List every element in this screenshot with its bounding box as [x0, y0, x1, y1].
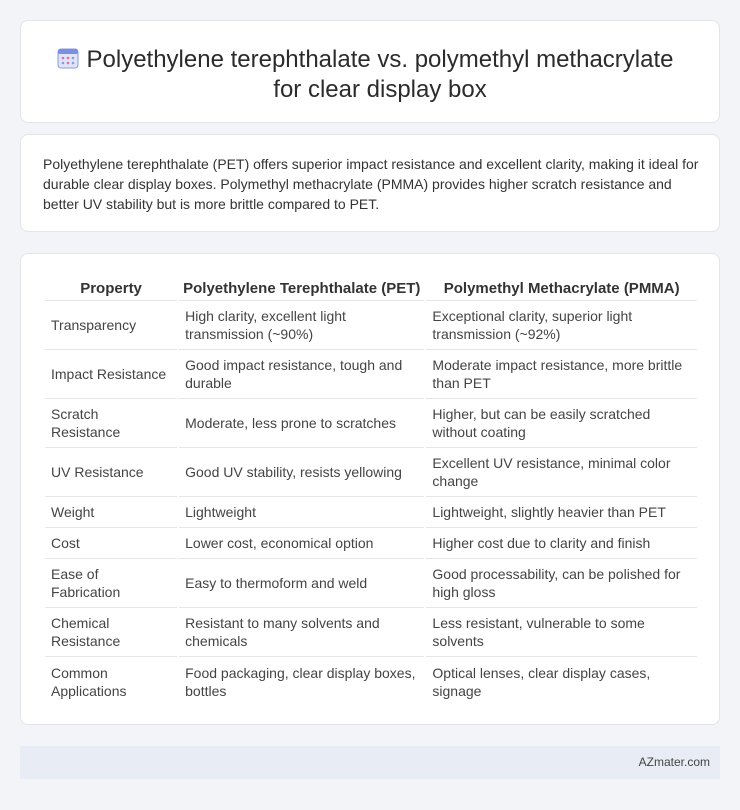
cell-pmma: Moderate impact resistance, more brittle than PET: [426, 350, 697, 399]
header-property: Property: [45, 275, 177, 301]
cell-pmma: Good processability, can be polished for high gloss: [426, 559, 697, 608]
cell-pet: Good UV stability, resists yellowing: [179, 448, 424, 497]
cell-pmma: Lightweight, slightly heavier than PET: [426, 497, 697, 528]
cell-pet: Easy to thermoform and weld: [179, 559, 424, 608]
cell-pet: High clarity, excellent light transmission (~90%): [179, 301, 424, 350]
cell-pet: Resistant to many solvents and chemicals: [179, 608, 424, 657]
cell-pmma: Exceptional clarity, superior light transmission (~92%): [426, 301, 697, 350]
cell-pet: Good impact resistance, tough and durable: [179, 350, 424, 399]
footer-bar: [20, 746, 720, 779]
cell-pmma: Optical lenses, clear display cases, signage: [432, 664, 651, 699]
cell-pet: Moderate, less prone to scratches: [179, 399, 424, 448]
comparison-table: [43, 275, 699, 706]
cell-pmma: Excellent UV resistance, minimal color change: [426, 448, 697, 497]
table-row: [45, 657, 697, 706]
cell-pmma: Higher cost due to clarity and finish: [426, 528, 697, 559]
page-title: Polyethylene terephthalate vs. polymethyl methacrylate for clear display box: [86, 46, 674, 103]
cell-property: Chemical Resistance: [45, 608, 177, 657]
cell-property: Weight: [45, 497, 177, 528]
header-pmma: Polymethyl Methacrylate (PMMA): [426, 275, 697, 301]
cell-pet: Lightweight: [179, 497, 424, 528]
table-card: [20, 253, 720, 725]
cell-pet: Food packaging, clear display boxes, bottles: [185, 664, 416, 699]
table-row: [45, 497, 697, 528]
cell-property: Common Applications: [51, 664, 127, 699]
table-row: [45, 559, 697, 608]
title-card: [20, 20, 720, 123]
cell-property: Cost: [45, 528, 177, 559]
summary-card: [20, 134, 720, 232]
cell-property: Impact Resistance: [45, 350, 177, 399]
table-header-row: [45, 275, 697, 301]
footer-site-link[interactable]: AZmater.com: [638, 755, 710, 769]
table-row: [45, 301, 697, 350]
table-row: [45, 399, 697, 448]
table-row: [45, 608, 697, 657]
cell-property: UV Resistance: [45, 448, 177, 497]
table-row: [45, 528, 697, 559]
cell-property: Ease of Fabrication: [45, 559, 177, 608]
cell-pmma: Less resistant, vulnerable to some solvents: [426, 608, 697, 657]
cell-property: Transparency: [45, 301, 177, 350]
cell-pet: Lower cost, economical option: [179, 528, 424, 559]
summary-text: Polyethylene terephthalate (PET) offers superior impact resistance and excellent clarity, making it ideal for durable clear display boxes. Polymethyl methacrylate (PMMA) provides higher scratch resistance and better UV stability but is more brittle compared to PET.: [43, 156, 699, 212]
cell-property: Scratch Resistance: [45, 399, 177, 448]
header-pet: Polyethylene Terephthalate (PET): [179, 275, 424, 301]
table-row: [45, 350, 697, 399]
cell-pmma: Higher, but can be easily scratched without coating: [426, 399, 697, 448]
table-row: [45, 448, 697, 497]
